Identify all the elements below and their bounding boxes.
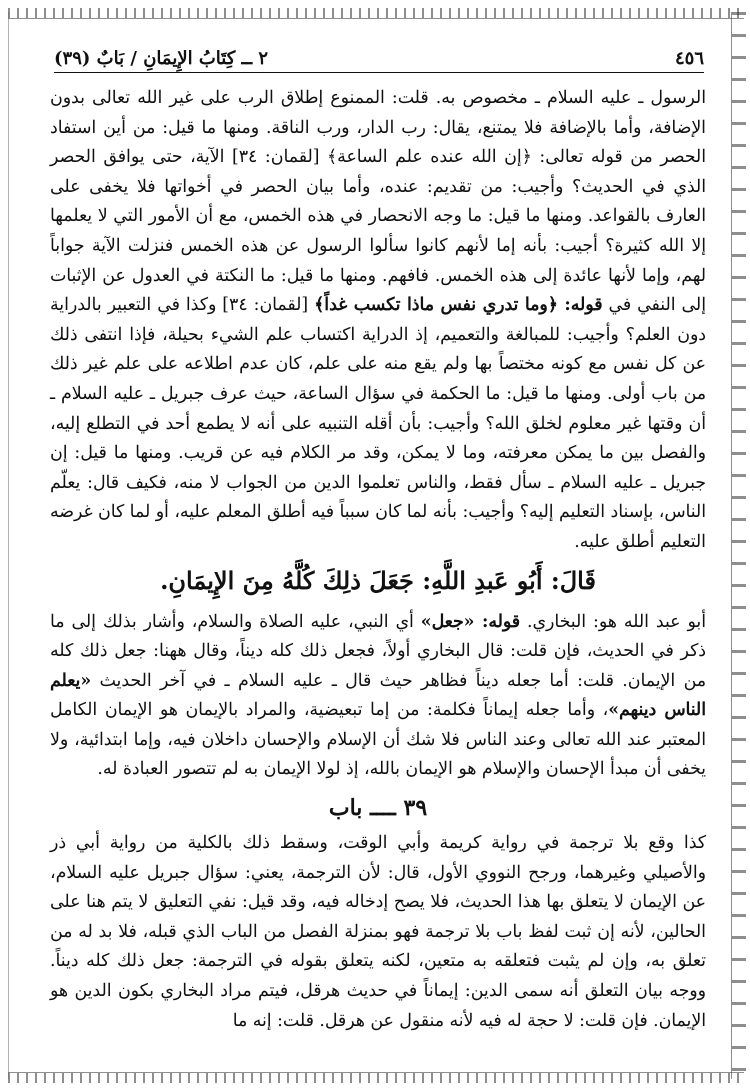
text-run: أي النبي، عليه الصلاة والسلام، وأشار بذلك إلى ما ذكر في الحديث، فإن قلت: قال البخاري أولاً، فجعل ذلك كله ديناً، وقال ههنا: جعل ذلك كله من الإيمان. قلت: أما جعله ديناً فظاهر حيث قال ـ عليه السلام ـ في آخر الحديث: [50, 611, 706, 691]
commentary-paragraph-1: [50, 84, 706, 558]
text-run: [لقمان: ٣٤] وكذا في التعبير بالدراية دون العلم؟ وأجيب: للمبالغة والتعميم، إذ الدراية اكتساب علم الشيء بحيلة، فإذا انتفى ذلك عن كل نفس مع كونه مختصاً بها ولم يقع منه على علم، كان عدم اطلاعه على علم غير ذلك من باب أولى. ومنها ما قيل: ما الحكمة في سؤال الساعة، حيث عرف جبريل ـ عليه السلام ـ أن وقتها غير معلوم لخلق الله؟ وأجيب: بأن أقله التنبيه على أنه لا يطمع أحد في التطلع إليه، والفصل بين ما يمكن معرفته، وما لا يمكن، وقد مر الكلام فيه عن قريب. ومنها ما قيل: إن جبريل ـ عليه السلام ـ سأل فقط، والناس تعلموا الدين من الجواب لا منه، فكيف قال: يعلّم الناس، بإسناد التعليم إليه؟ وأجيب: بأنه لما كان سبباً فيه أطلق المعلم عليه، أو لما كان غرضه التعليم أطلق عليه.: [50, 295, 706, 552]
text-run: ، وأما جعله إيماناً فكلمة: من إما تبعيضية، والمراد بالإيمان هو الإيمان الكامل المعتبر عند الله تعالى وعند الناس فلا شك أن الإسلام والإحسان داخلان فيه، وإما ابتدائية، ولا يخفى أن مبدأ الإحسان والإسلام هو الإيمان بالله، إذ لولا الإيمان به لم تتصور العبادة له.: [50, 700, 706, 780]
text-run: الرسول ـ عليه السلام ـ مخصوص به. قلت: الممنوع إطلاق الرب على غير الله تعالى بدون الإضافة، وأما بالإضافة فلا يمتنع، يقال: رب الدار، ورب الناقة. ومنها ما قيل: من أين استفاد الحصر من قوله تعالى: ﴿إن الله عنده علم الساعة﴾ [لقمان: ٣٤] الآية، حتى يوافق الحصر الذي في الحديث؟ وأجيب: من تقديم: عنده، وأما بيان الحصر في أخواتها فلا يخفى على العارف بالقواعد. ومنها ما قيل: ما وجه الانحصار في هذه الخمس، مع أن الأمور التي لا يعلمها إلا الله كثيرة؟ أجيب: بأنه إما لأنهم كانوا سألوا الرسول عن هذه الخمس فنزلت الآية جواباً لهم، وإما لأنها عائدة إلى هذه الخمس. فافهم. ومنها ما قيل: ما النكتة في العدول عن الإثبات إلى النفي في: [50, 88, 707, 316]
page-number: ٤٥٦: [674, 47, 704, 69]
quoted-hadith: «يعلم الناس دينهم»: [50, 670, 706, 721]
ornamental-border-bottom: [8, 1072, 744, 1083]
quoted-verse: قوله: ﴿وما تدري نفس ماذا تكسب غداً﴾: [314, 295, 603, 316]
chapter-heading: ٣٩ ــــ باب: [328, 795, 428, 822]
quoted-term: قوله: «جعل»: [420, 611, 521, 632]
running-title: ٢ ــ كِتَابُ الإِيمَانِ / بَابٌ (٣٩): [54, 47, 269, 69]
commentary-paragraph-3: كذا وقع بلا ترجمة في رواية كريمة وأبي الوقت، وسقط ذلك بالكلية من رواية أبي ذر والأصيلي وغيرهما، ورجح النووي الأول، قال: لأن الترجمة، يعني: سؤال جبريل عليه السلام، عن الإيمان لا يتعلق بها هذا الحديث، فلا يصح إدخاله فيه، وقد قيل: نفي التعليق لا يتم هنا على الحالين، لأنه إن ثبت لفظ باب بلا ترجمة فهو بمنزلة الفصل من الباب الذي قبله، فلا بد له من تعلق به، وإن لم يثبت فتعلقه به متعين، لكنه يتعلق بقوله في الترجمة: جعل ذلك كله ديناً. ووجه بيان التعلق أنه سمى الدين: إيماناً في حديث هرقل، فيتم مراد البخاري بكون الدين هو الإيمان. فإن قلت: لا حجة له فيه لأنه منقول عن هرقل. قلت: إنه ما: [50, 833, 706, 1031]
commentary-paragraph-2: [50, 608, 706, 786]
ornamental-border-top: [8, 8, 744, 19]
ornamental-border-right: [731, 12, 746, 1079]
section-title: قَالَ: أَبُو عَبدِ اللَّهِ: جَعَلَ ذلِكَ كُلَّهُ مِنَ الإِيمَانِ.: [160, 565, 596, 595]
ornamental-border-left: [4, 12, 9, 1079]
page-header: [54, 44, 704, 73]
page-body: [50, 84, 706, 1036]
text-run: أبو عبد الله هو: البخاري.: [520, 611, 706, 632]
